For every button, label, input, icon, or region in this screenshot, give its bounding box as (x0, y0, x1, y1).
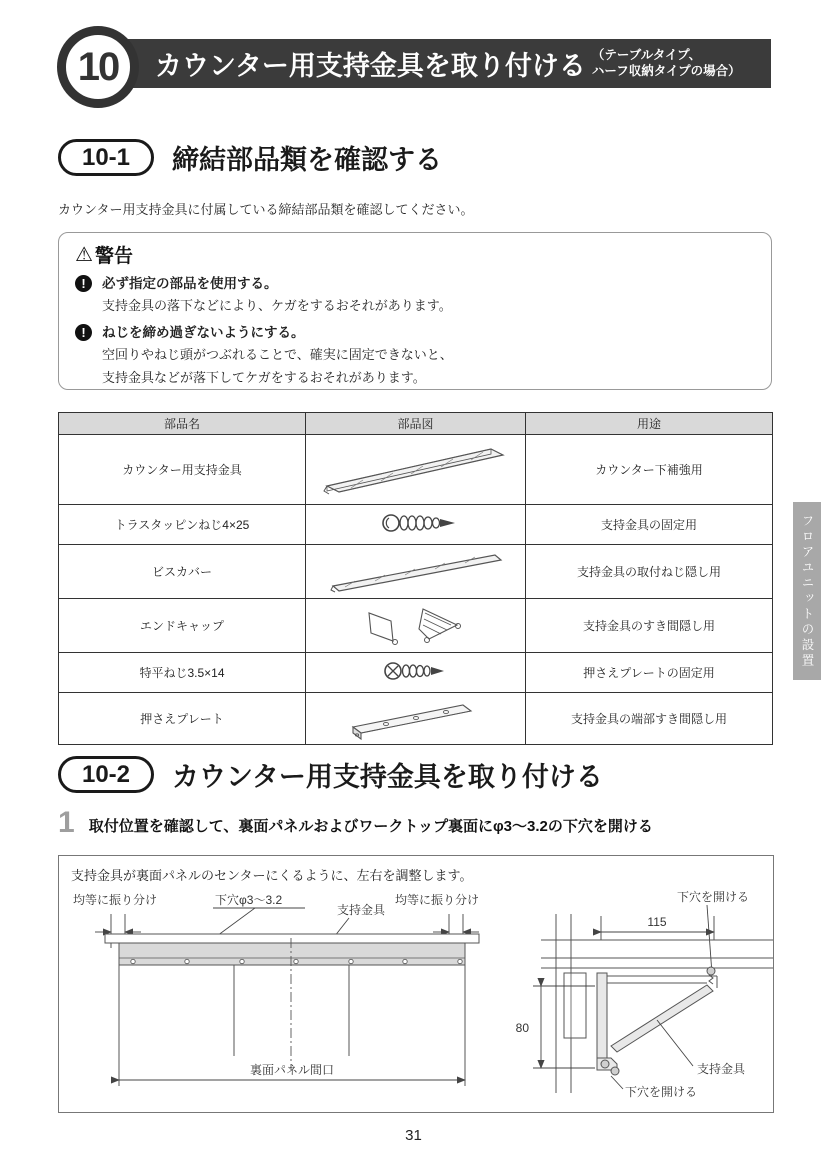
svg-text:支持金具: 支持金具 (337, 903, 386, 917)
side-tab-floor-unit (793, 502, 821, 680)
installation-figure (58, 855, 774, 1113)
section-number-pill: 10-2 (58, 756, 154, 793)
table-row: トラスタッピンねじ4×25 支持金具の固定用 (59, 505, 773, 545)
section-title: 締結部品類を確認する (172, 145, 442, 175)
page-number: 31 (405, 1127, 422, 1144)
step-text: 取付位置を確認して、裏面パネルおよびワークトップ裏面にφ3〜3.2の下穴を開ける (88, 818, 653, 835)
table-row: 特平ねじ3.5×14 押さえプレートの固定用 (59, 653, 773, 693)
warning-title-row (75, 241, 755, 268)
chapter-title: カウンター用支持金具を取り付ける (155, 51, 586, 81)
svg-text:支持金具: 支持金具 (697, 1062, 746, 1076)
table-row: 押さえプレート 支持金具の端部すき間隠し用 (59, 693, 773, 745)
col-header-part-name: 部品名 (59, 413, 306, 435)
section-10-2-heading (58, 755, 603, 794)
col-header-part-figure: 部品図 (306, 413, 526, 435)
flat-head-screw-icon (311, 653, 521, 689)
parts-table (58, 412, 773, 745)
side-tab-label: フロアユニットの設置 (800, 513, 814, 669)
warning-item: ! 必ず指定の部品を使用する。 (75, 274, 755, 294)
section-number-pill: 10-1 (58, 139, 154, 176)
svg-text:80: 80 (515, 1021, 529, 1035)
svg-text:均等に振り分け: 均等に振り分け (73, 893, 158, 907)
step-number: 1 (58, 806, 75, 839)
mandatory-icon: ! (75, 324, 92, 341)
mandatory-icon: ! (75, 275, 92, 292)
figure-caption: 支持金具が裏面パネルのセンターにくるように、左右を調整します。 (71, 868, 473, 883)
chapter-title-banner (97, 39, 771, 88)
section-title: カウンター用支持金具を取り付ける (172, 762, 603, 792)
warning-triangle-icon: ⚠ (75, 244, 93, 266)
svg-text:下穴を開ける: 下穴を開ける (677, 890, 750, 904)
chapter-subtitle: （テーブルタイプ、 ハーフ収納タイプの場合） (591, 47, 741, 78)
counter-bracket-icon (311, 436, 521, 500)
table-row: ビスカバー 支持金具の取付ねじ隠し用 (59, 545, 773, 599)
section-intro-text: カウンター用支持金具に付属している締結部品類を確認してください。 (58, 202, 474, 217)
warning-box: ⚠ 警告 ! 必ず指定の部品を使用する。 支持金具の落下などにより、ケガをするおそれがあります。 ! ねじを締め過ぎないようにする。 空回りやねじ頭がつぶれることで、確実に固定できないと、 支持金具などが落下してケガをするおそれがあります。 (58, 232, 772, 390)
end-cap-icon (311, 599, 521, 649)
chapter-number-badge (57, 26, 139, 108)
chapter-number: 10 (77, 44, 119, 89)
installation-diagram (59, 888, 774, 1106)
holding-plate-icon (311, 693, 521, 741)
svg-text:下穴φ3〜3.2: 下穴φ3〜3.2 (215, 893, 283, 907)
table-header-row (59, 413, 773, 435)
table-row: カウンター用支持金具 カウンター下補強用 (59, 435, 773, 505)
svg-text:下穴を開ける: 下穴を開ける (625, 1085, 698, 1099)
svg-text:115: 115 (647, 915, 667, 929)
warning-item: ! ねじを締め過ぎないようにする。 (75, 323, 755, 343)
svg-text:裏面パネル間口: 裏面パネル間口 (249, 1063, 335, 1077)
section-10-1-heading (58, 138, 442, 177)
col-header-part-use: 用途 (526, 413, 773, 435)
svg-text:均等に振り分け: 均等に振り分け (395, 893, 480, 907)
warning-title: 警告 (94, 246, 133, 267)
table-row: エンドキャップ 支持金具のすき間隠し用 (59, 599, 773, 653)
screw-cover-icon (311, 545, 521, 595)
truss-tapping-screw-icon (311, 505, 521, 541)
step-1 (58, 808, 653, 838)
